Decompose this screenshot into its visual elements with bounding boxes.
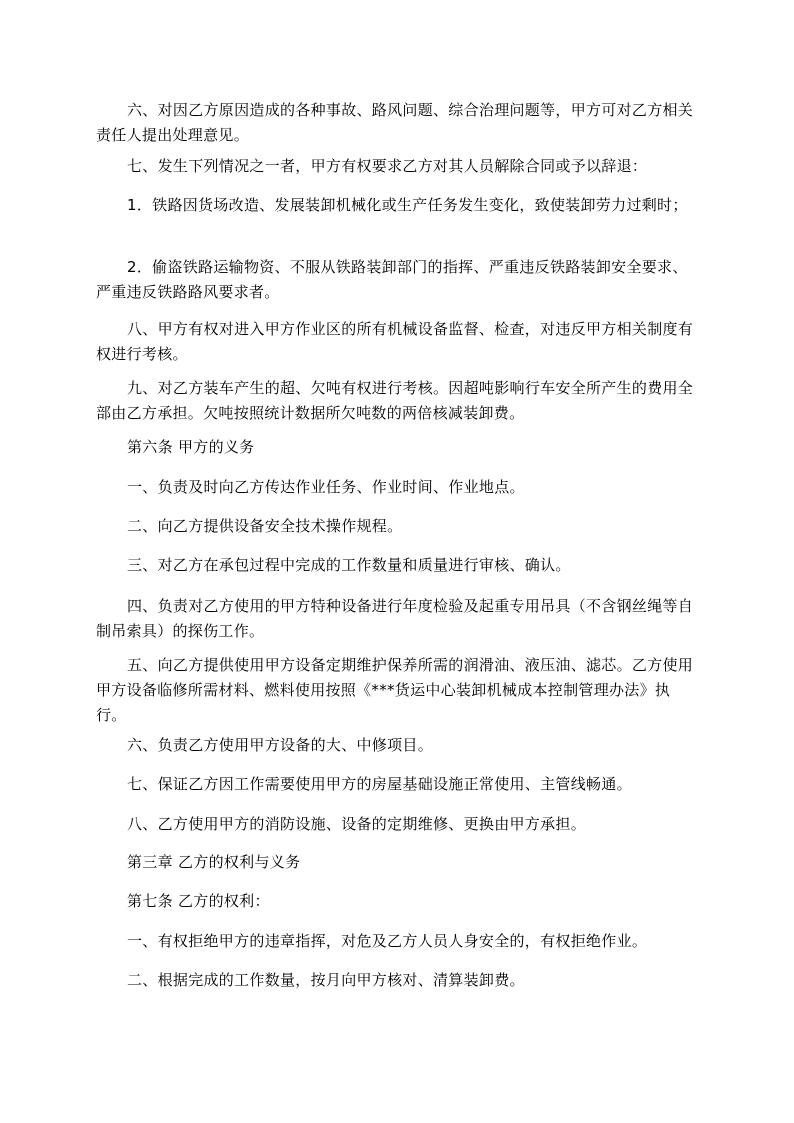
paragraph-11: 五、向乙方提供使用甲方设备定期维护保养所需的润滑油、液压油、滤芯。乙方使用甲方设备临修所需材料、燃料使用按照《***货运中心装卸机械成本控制管理办法》执行。	[96, 656, 694, 724]
paragraph-14: 八、乙方使用甲方的消防设施、设备的定期维修、更换由甲方承担。	[127, 815, 587, 833]
paragraph-10: 四、负责对乙方使用的甲方特种设备进行年度检验及起重专用吊具（不含钢丝绳等自制吊索具）的探伤工作。	[96, 597, 694, 640]
chapter-heading-3: 第三章 乙方的权利与义务	[127, 853, 301, 871]
paragraph-7: 一、负责及时向乙方传达作业任务、作业时间、作业地点。	[127, 478, 525, 496]
paragraph-6: 九、对乙方装车产生的超、欠吨有权进行考核。因超吨影响行车安全所产生的费用全部由乙方承担。欠吨按照统计数据所欠吨数的两倍核减装卸费。	[96, 379, 694, 422]
paragraph-1: 六、对因乙方原因造成的各种事故、路风问题、综合治理问题等，甲方可对乙方相关责任人提出处理意见。	[96, 101, 694, 144]
section-heading-article-6: 第六条 甲方的义务	[127, 438, 255, 456]
paragraph-15: 一、有权拒绝甲方的违章指挥，对危及乙方人员人身安全的，有权拒绝作业。	[127, 932, 648, 950]
paragraph-3: 1．铁路因货场改造、发展装卸机械化或生产任务发生变化，致使装卸劳力过剩时；	[127, 196, 688, 214]
paragraph-2: 七、发生下列情况之一者，甲方有权要求乙方对其人员解除合同或予以辞退：	[127, 157, 648, 175]
section-heading-article-7: 第七条 乙方的权利：	[127, 892, 270, 910]
paragraph-9: 三、对乙方在承包过程中完成的工作数量和质量进行审核、确认。	[127, 556, 571, 574]
paragraph-5: 八、甲方有权对进入甲方作业区的所有机械设备监督、检查，对违反甲方相关制度有权进行考核。	[96, 320, 694, 363]
paragraph-4: 2．偷盗铁路运输物资、不服从铁路装卸部门的指挥、严重违反铁路装卸安全要求、严重违反铁路路风要求者。	[96, 258, 688, 301]
paragraph-8: 二、向乙方提供设备安全技术操作规程。	[127, 517, 403, 535]
paragraph-16: 二、根据完成的工作数量，按月向甲方核对、清算装卸费。	[127, 971, 525, 989]
paragraph-12: 六、负责乙方使用甲方设备的大、中修项目。	[127, 736, 434, 754]
paragraph-13: 七、保证乙方因工作需要使用甲方的房屋基础设施正常使用、主管线畅通。	[127, 775, 632, 793]
